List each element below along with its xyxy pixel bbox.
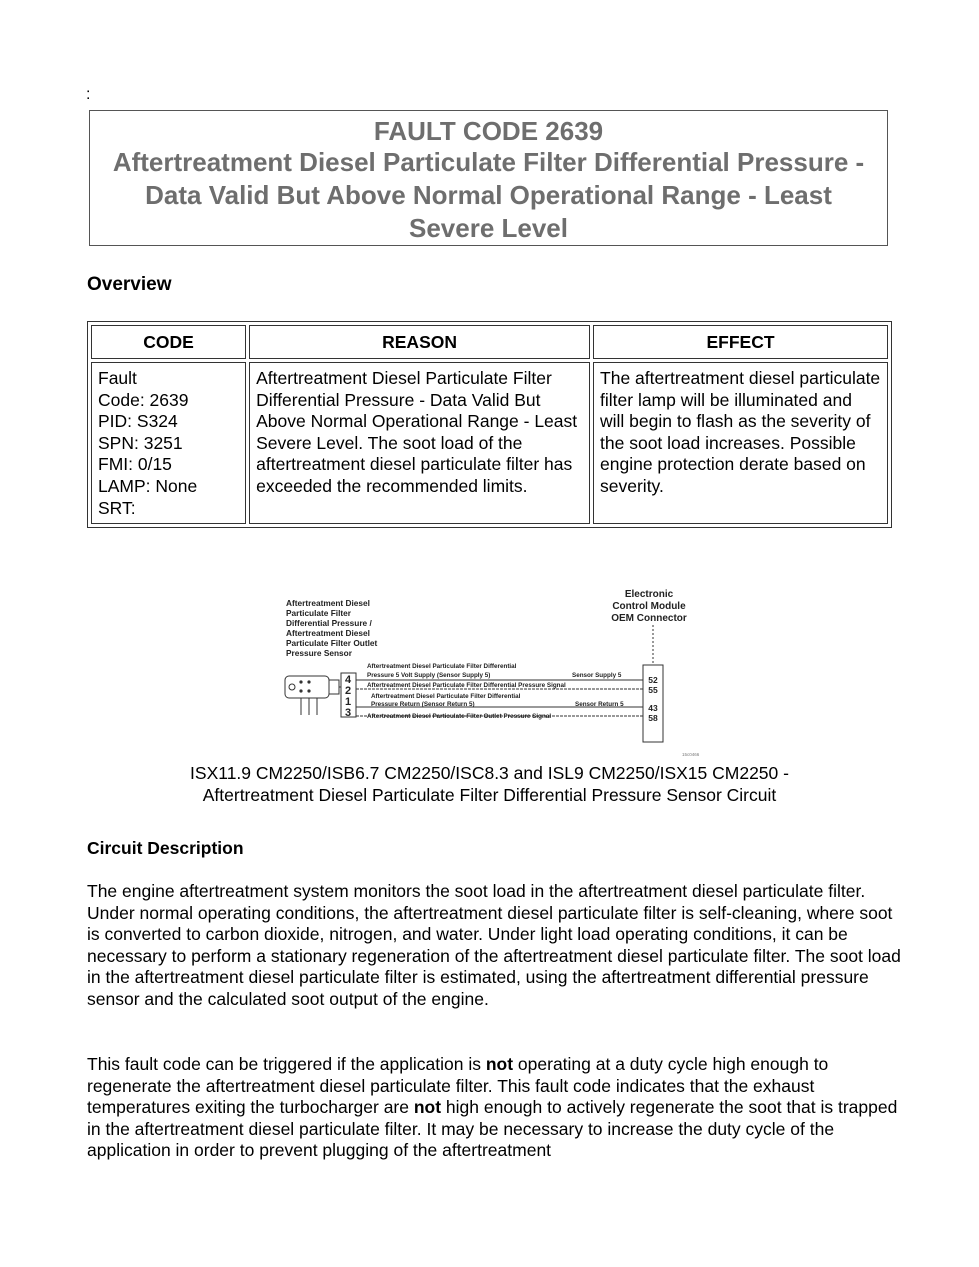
fault-code-title: FAULT CODE 2639 bbox=[373, 116, 604, 146]
fault-table bbox=[87, 321, 892, 528]
sensor-label-line: Particulate Filter bbox=[286, 608, 352, 618]
code-line-spn: SPN: 3251 bbox=[98, 432, 183, 453]
paragraph-text: operating at a duty cycle high enough to regenerate the aftertreatment diesel particulate filter. This fault code indicates that the exhaust temperatures exiting the turbocharger are bbox=[87, 1054, 829, 1118]
overview-heading: Overview bbox=[87, 274, 172, 295]
wire-right-label: Sensor Supply 5 bbox=[572, 672, 622, 679]
wire-label: Pressure 5 Volt Supply (Sensor Supply 5) bbox=[367, 672, 491, 679]
ecm-pin: 55 bbox=[648, 685, 658, 695]
circuit-description-heading: Circuit Description bbox=[87, 838, 244, 858]
sensor-label-line: Pressure Sensor bbox=[286, 648, 352, 658]
wire-labels bbox=[367, 663, 624, 720]
ecm-label-line: OEM Connector bbox=[611, 613, 687, 624]
sensor-pins bbox=[345, 674, 352, 719]
page-marker: : bbox=[86, 86, 91, 103]
wire-label: Pressure Return (Sensor Return 5) bbox=[371, 701, 475, 708]
circuit-paragraph-2 bbox=[87, 1054, 902, 1162]
header-code: CODE bbox=[91, 325, 246, 359]
sensor-pin: 2 bbox=[344, 685, 352, 697]
paragraph-text: This fault code can be triggered if the application is bbox=[87, 1054, 486, 1074]
sensor-pin: 1 bbox=[344, 696, 352, 708]
code-line-srt: SRT: bbox=[98, 497, 136, 518]
paragraph-text: high enough to actively regenerate the soot that is trapped in the aftertreatment diesel particulate filter. It may be necessary to increase the duty cycle of the application in order to prevent plugging of the aftertreatment bbox=[87, 1097, 898, 1161]
sensor-circuit-diagram bbox=[279, 585, 704, 760]
code-cell bbox=[91, 362, 246, 524]
fault-code-subtitle: Aftertreatment Diesel Particulate Filter Differential Pressure - Data Valid But Above Normal Operational Range - Least Severe Level bbox=[112, 147, 865, 243]
effect-cell: The aftertreatment diesel particulate filter lamp will be illuminated and will begin to flash as the severity of the soot load increases. Possible engine protection derate based on severity. bbox=[593, 362, 888, 524]
sensor-label bbox=[286, 598, 378, 658]
code-line-lamp: LAMP: None bbox=[98, 475, 198, 496]
caption-line: Aftertreatment Diesel Particulate Filter Differential Pressure Sensor Circuit bbox=[202, 785, 777, 805]
code-line-pid: PID: S324 bbox=[98, 411, 178, 432]
caption-line: ISX11.9 CM2250/ISB6.7 CM2250/ISC8.3 and ISL9 CM2250/ISX15 CM2250 - bbox=[190, 763, 789, 783]
wire-label: Aftertreatment Diesel Particulate Filter Differential Pressure Signal bbox=[367, 682, 566, 689]
reason-cell: Aftertreatment Diesel Particulate Filter Differential Pressure - Data Valid But Above Normal Operational Range - Least Severe Level. The soot load of the aftertreatment diesel particulate filter has exceeded the recommended limits. bbox=[249, 362, 590, 524]
wire-right-label: Sensor Return 5 bbox=[575, 701, 624, 708]
code-line-fmi: FMI: 0/15 bbox=[98, 454, 172, 475]
emphasis-not: not bbox=[413, 1097, 442, 1118]
circuit-paragraph-1: The engine aftertreatment system monitors the soot load in the aftertreatment diesel particulate filter. Under normal operating conditions, the aftertreatment diesel particulate filter is self-cleaning, where soot is converted to carbon dioxide, nitrogen, and water. Under light load operating conditions, it can be necessary to perform a stationary regeneration of the aftertreatment diesel particulate filter. The soot load in the aftertreatment diesel particulate filter is estimated, using the aftertreatment differential pressure sensor and the calculated soot output of the engine. bbox=[87, 881, 901, 1009]
wire-label: Aftertreatment Diesel Particulate Filter Outlet Pressure Signal bbox=[367, 713, 552, 720]
emphasis-not: not bbox=[485, 1054, 514, 1074]
ecm-pin: 58 bbox=[648, 713, 658, 723]
ecm-pin: 52 bbox=[648, 675, 658, 685]
sensor-pin: 3 bbox=[344, 707, 352, 719]
ecm-label-line: Control Module bbox=[612, 601, 686, 612]
wire-label: Aftertreatment Diesel Particulate Filter Differential bbox=[371, 693, 521, 700]
sensor-pin: 4 bbox=[344, 674, 352, 686]
pressure-sensor-icon bbox=[285, 676, 339, 715]
sensor-label-line: Differential Pressure / bbox=[286, 618, 372, 628]
diagram-caption bbox=[0, 762, 979, 806]
table-row bbox=[91, 362, 888, 524]
ecm-pin: 43 bbox=[648, 703, 658, 713]
ecm-label-line: Electronic bbox=[624, 589, 674, 600]
sensor-label-line: Aftertreatment Diesel bbox=[286, 598, 370, 608]
figure-id: 15c0466 bbox=[682, 752, 700, 757]
code-line-fault: Fault bbox=[98, 368, 137, 388]
ecm-label bbox=[611, 589, 687, 624]
sensor-label-line: Particulate Filter Outlet bbox=[286, 638, 378, 648]
sensor-label-line: Aftertreatment Diesel bbox=[286, 628, 370, 638]
header-effect: EFFECT bbox=[593, 325, 888, 359]
fault-title-box bbox=[89, 110, 888, 246]
code-line-code: Code: 2639 bbox=[98, 389, 189, 410]
wire-label: Aftertreatment Diesel Particulate Filter Differential bbox=[367, 663, 517, 670]
table-header-row bbox=[91, 325, 888, 359]
header-reason: REASON bbox=[249, 325, 590, 359]
